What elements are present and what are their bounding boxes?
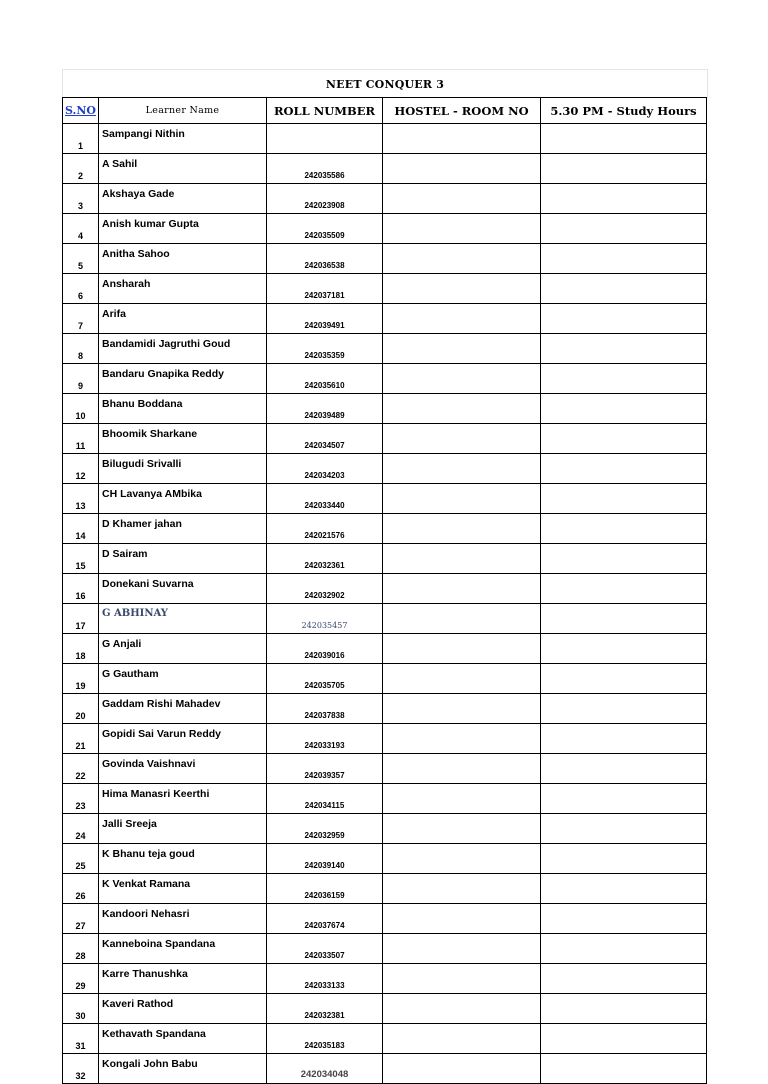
table-row — [63, 754, 707, 784]
header-hostel-room: HOSTEL - ROOM NO — [383, 98, 541, 124]
row-hostel-room[interactable] — [383, 124, 541, 154]
row-study-hours[interactable] — [541, 964, 707, 994]
row-hostel-room[interactable] — [383, 634, 541, 664]
row-hostel-room[interactable] — [383, 364, 541, 394]
row-sno: 26 — [63, 874, 99, 904]
row-hostel-room[interactable] — [383, 784, 541, 814]
row-learner-name: Bhanu Boddana — [99, 394, 267, 424]
table-row — [63, 544, 707, 574]
table-row — [63, 634, 707, 664]
row-learner-name: G Gautham — [99, 664, 267, 694]
row-hostel-room[interactable] — [383, 574, 541, 604]
row-hostel-room[interactable] — [383, 334, 541, 364]
row-learner-name: Gaddam Rishi Mahadev — [99, 694, 267, 724]
row-sno: 15 — [63, 544, 99, 574]
row-roll-number: 242034507 — [267, 424, 383, 454]
row-learner-name: Kandoori Nehasri — [99, 904, 267, 934]
row-hostel-room[interactable] — [383, 964, 541, 994]
row-learner-name: Anitha Sahoo — [99, 244, 267, 274]
row-learner-name: Bandamidi Jagruthi Goud — [99, 334, 267, 364]
table-row — [63, 724, 707, 754]
table-row — [63, 844, 707, 874]
row-sno: 27 — [63, 904, 99, 934]
row-study-hours[interactable] — [541, 214, 707, 244]
header-roll-number: ROLL NUMBER — [267, 98, 383, 124]
row-learner-name: D Khamer jahan — [99, 514, 267, 544]
row-hostel-room[interactable] — [383, 154, 541, 184]
header-sno[interactable]: S.NO — [63, 98, 99, 124]
row-hostel-room[interactable] — [383, 544, 541, 574]
row-roll-number: 242023908 — [267, 184, 383, 214]
table-row — [63, 304, 707, 334]
row-study-hours[interactable] — [541, 994, 707, 1024]
row-study-hours[interactable] — [541, 394, 707, 424]
row-roll-number: 242037674 — [267, 904, 383, 934]
row-sno: 1 — [63, 124, 99, 154]
row-hostel-room[interactable] — [383, 304, 541, 334]
row-study-hours[interactable] — [541, 334, 707, 364]
table-row — [63, 934, 707, 964]
row-hostel-room[interactable] — [383, 814, 541, 844]
row-hostel-room[interactable] — [383, 904, 541, 934]
table-row — [63, 334, 707, 364]
row-study-hours[interactable] — [541, 1054, 707, 1084]
row-sno: 7 — [63, 304, 99, 334]
row-roll-number: 242034048 — [267, 1054, 383, 1084]
row-roll-number: 242039140 — [267, 844, 383, 874]
row-sno: 12 — [63, 454, 99, 484]
row-sno: 4 — [63, 214, 99, 244]
row-hostel-room[interactable] — [383, 694, 541, 724]
table-row — [63, 1024, 707, 1054]
row-learner-name: Anish kumar Gupta — [99, 214, 267, 244]
sheet-title-bar — [62, 69, 708, 98]
row-sno: 32 — [63, 1054, 99, 1084]
table-row — [63, 814, 707, 844]
row-study-hours[interactable] — [541, 154, 707, 184]
attendance-table — [62, 97, 707, 1084]
row-sno: 28 — [63, 934, 99, 964]
row-study-hours[interactable] — [541, 604, 707, 634]
row-hostel-room[interactable] — [383, 874, 541, 904]
table-row — [63, 964, 707, 994]
table-row — [63, 394, 707, 424]
row-sno: 3 — [63, 184, 99, 214]
row-roll-number: 242037181 — [267, 274, 383, 304]
row-study-hours[interactable] — [541, 424, 707, 454]
row-study-hours[interactable] — [541, 664, 707, 694]
header-study-hours: 5.30 PM - Study Hours — [541, 98, 707, 124]
table-row — [63, 994, 707, 1024]
row-study-hours[interactable] — [541, 754, 707, 784]
row-learner-name: K Venkat Ramana — [99, 874, 267, 904]
row-sno: 29 — [63, 964, 99, 994]
row-sno: 21 — [63, 724, 99, 754]
row-roll-number — [267, 124, 383, 154]
row-learner-name: Karre Thanushka — [99, 964, 267, 994]
table-row — [63, 604, 707, 634]
table-row — [63, 154, 707, 184]
row-roll-number: 242039489 — [267, 394, 383, 424]
row-learner-name: Sampangi Nithin — [99, 124, 267, 154]
row-hostel-room[interactable] — [383, 484, 541, 514]
row-roll-number: 242039357 — [267, 754, 383, 784]
table-row — [63, 874, 707, 904]
row-sno: 23 — [63, 784, 99, 814]
row-roll-number: 242036159 — [267, 874, 383, 904]
row-learner-name: CH Lavanya AMbika — [99, 484, 267, 514]
row-roll-number: 242033440 — [267, 484, 383, 514]
header-row — [63, 98, 707, 124]
table-row — [63, 184, 707, 214]
row-sno: 16 — [63, 574, 99, 604]
table-row — [63, 664, 707, 694]
row-learner-name: Bhoomik Sharkane — [99, 424, 267, 454]
row-study-hours[interactable] — [541, 544, 707, 574]
row-study-hours[interactable] — [541, 574, 707, 604]
table-row — [63, 124, 707, 154]
row-study-hours[interactable] — [541, 784, 707, 814]
row-study-hours[interactable] — [541, 274, 707, 304]
table-row — [63, 1054, 707, 1084]
row-learner-name: Bilugudi Srivalli — [99, 454, 267, 484]
row-hostel-room[interactable] — [383, 514, 541, 544]
row-study-hours[interactable] — [541, 304, 707, 334]
row-sno: 10 — [63, 394, 99, 424]
table-row — [63, 694, 707, 724]
row-roll-number: 242032902 — [267, 574, 383, 604]
row-hostel-room[interactable] — [383, 244, 541, 274]
table-row — [63, 514, 707, 544]
row-roll-number: 242033193 — [267, 724, 383, 754]
row-study-hours[interactable] — [541, 634, 707, 664]
row-study-hours[interactable] — [541, 244, 707, 274]
row-study-hours[interactable] — [541, 814, 707, 844]
row-learner-name: Ansharah — [99, 274, 267, 304]
row-roll-number: 242035457 — [267, 604, 383, 634]
table-row — [63, 784, 707, 814]
row-hostel-room[interactable] — [383, 994, 541, 1024]
row-hostel-room[interactable] — [383, 424, 541, 454]
row-study-hours[interactable] — [541, 454, 707, 484]
row-hostel-room[interactable] — [383, 724, 541, 754]
row-hostel-room[interactable] — [383, 394, 541, 424]
row-study-hours[interactable] — [541, 184, 707, 214]
row-learner-name: Kongali John Babu — [99, 1054, 267, 1084]
row-sno: 2 — [63, 154, 99, 184]
table-row — [63, 364, 707, 394]
table-row — [63, 214, 707, 244]
row-hostel-room[interactable] — [383, 214, 541, 244]
row-hostel-room[interactable] — [383, 844, 541, 874]
row-study-hours[interactable] — [541, 1024, 707, 1054]
row-learner-name: Jalli Sreeja — [99, 814, 267, 844]
row-sno: 25 — [63, 844, 99, 874]
table-row — [63, 484, 707, 514]
row-hostel-room[interactable] — [383, 274, 541, 304]
row-roll-number: 242033133 — [267, 964, 383, 994]
table-row — [63, 574, 707, 604]
table-row — [63, 454, 707, 484]
row-learner-name: Donekani Suvarna — [99, 574, 267, 604]
row-sno: 30 — [63, 994, 99, 1024]
row-study-hours[interactable] — [541, 844, 707, 874]
row-hostel-room[interactable] — [383, 934, 541, 964]
table-row — [63, 904, 707, 934]
row-learner-name: Kanneboina Spandana — [99, 934, 267, 964]
row-hostel-room[interactable] — [383, 754, 541, 784]
row-study-hours[interactable] — [541, 514, 707, 544]
row-sno: 9 — [63, 364, 99, 394]
row-roll-number: 242035509 — [267, 214, 383, 244]
row-roll-number: 242033507 — [267, 934, 383, 964]
row-roll-number: 242032361 — [267, 544, 383, 574]
row-study-hours[interactable] — [541, 904, 707, 934]
table-row — [63, 424, 707, 454]
row-sno: 11 — [63, 424, 99, 454]
row-sno: 13 — [63, 484, 99, 514]
row-study-hours[interactable] — [541, 934, 707, 964]
header-learner-name: Learner Name — [99, 98, 267, 124]
row-roll-number: 242037838 — [267, 694, 383, 724]
row-study-hours[interactable] — [541, 364, 707, 394]
sheet-title: NEET CONQUER 3 — [325, 77, 445, 91]
row-hostel-room[interactable] — [383, 604, 541, 634]
row-roll-number: 242035359 — [267, 334, 383, 364]
table-row — [63, 244, 707, 274]
row-learner-name: Kaveri Rathod — [99, 994, 267, 1024]
row-sno: 14 — [63, 514, 99, 544]
row-sno: 24 — [63, 814, 99, 844]
row-roll-number: 242035705 — [267, 664, 383, 694]
row-learner-name: Kethavath Spandana — [99, 1024, 267, 1054]
row-roll-number: 242039016 — [267, 634, 383, 664]
row-roll-number: 242032959 — [267, 814, 383, 844]
row-roll-number: 242035183 — [267, 1024, 383, 1054]
row-hostel-room[interactable] — [383, 1054, 541, 1084]
row-hostel-room[interactable] — [383, 184, 541, 214]
row-sno: 31 — [63, 1024, 99, 1054]
row-learner-name: Arifa — [99, 304, 267, 334]
row-sno: 18 — [63, 634, 99, 664]
row-roll-number: 242035610 — [267, 364, 383, 394]
row-study-hours[interactable] — [541, 694, 707, 724]
row-sno: 22 — [63, 754, 99, 784]
row-study-hours[interactable] — [541, 124, 707, 154]
row-sno: 19 — [63, 664, 99, 694]
row-learner-name: K Bhanu teja goud — [99, 844, 267, 874]
row-sno: 6 — [63, 274, 99, 304]
row-roll-number: 242036538 — [267, 244, 383, 274]
row-learner-name: A Sahil — [99, 154, 267, 184]
row-learner-name: G Anjali — [99, 634, 267, 664]
row-learner-name: Gopidi Sai Varun Reddy — [99, 724, 267, 754]
row-learner-name: Hima Manasri Keerthi — [99, 784, 267, 814]
row-roll-number: 242034115 — [267, 784, 383, 814]
row-learner-name: Akshaya Gade — [99, 184, 267, 214]
row-roll-number: 242032381 — [267, 994, 383, 1024]
row-sno: 20 — [63, 694, 99, 724]
row-learner-name: G ABHINAY — [99, 604, 267, 634]
row-sno: 5 — [63, 244, 99, 274]
row-roll-number: 242035586 — [267, 154, 383, 184]
row-learner-name: Bandaru Gnapika Reddy — [99, 364, 267, 394]
row-hostel-room[interactable] — [383, 454, 541, 484]
row-sno: 17 — [63, 604, 99, 634]
row-sno: 8 — [63, 334, 99, 364]
row-hostel-room[interactable] — [383, 1024, 541, 1054]
row-hostel-room[interactable] — [383, 664, 541, 694]
row-roll-number: 242021576 — [267, 514, 383, 544]
row-study-hours[interactable] — [541, 874, 707, 904]
row-study-hours[interactable] — [541, 724, 707, 754]
row-roll-number: 242039491 — [267, 304, 383, 334]
row-learner-name: Govinda Vaishnavi — [99, 754, 267, 784]
row-roll-number: 242034203 — [267, 454, 383, 484]
row-study-hours[interactable] — [541, 484, 707, 514]
table-row — [63, 274, 707, 304]
row-learner-name: D Sairam — [99, 544, 267, 574]
